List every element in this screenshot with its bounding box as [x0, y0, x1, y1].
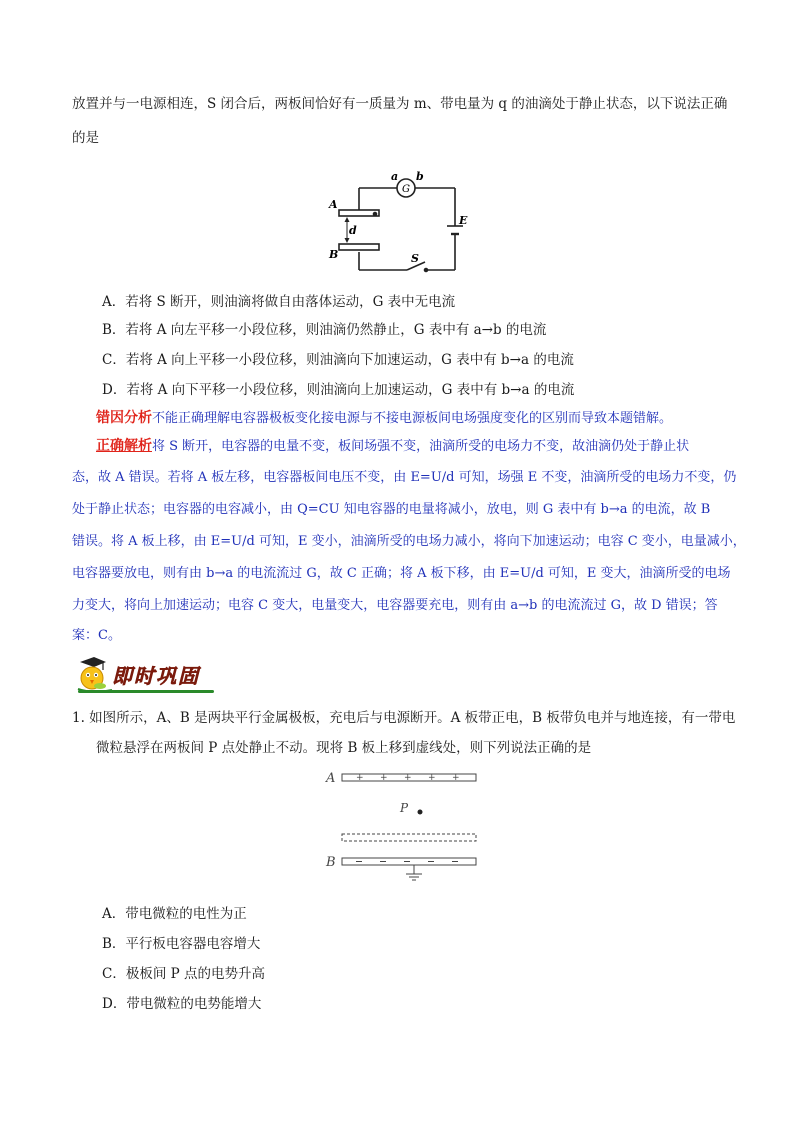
svg-text:+: +	[404, 773, 412, 783]
plate-b-label: B	[329, 248, 339, 261]
q1-option-a: A．若将 S 断开，则油滴将做自由落体运动，G 表中无电流	[102, 294, 456, 310]
correct-analysis-label: 正确解析	[96, 438, 152, 454]
graduate-bird-icon	[72, 656, 112, 694]
svg-text:+: +	[452, 773, 460, 783]
section-badge-underline	[78, 690, 214, 693]
svg-text:+: +	[356, 773, 364, 783]
terminal-b-label: b	[416, 170, 424, 183]
correct-analysis-line5: 电容器要放电，则有由 b→a 的电流流过 G，故 C 正确；将 A 板下移，由 E=U/d 可知，E 变大，油滴所受的电场	[72, 566, 731, 581]
question-text-line2: 的是	[72, 130, 99, 146]
q1-option-b: B．若将 A 向左平移一小段位移，则油滴仍然静止，G 表中有 a→b 的电流	[102, 322, 547, 338]
plate-a-label-2: A	[326, 771, 336, 786]
q2-option-c: C．极板间 P 点的电势升高	[102, 966, 265, 982]
q2-text-line1: 1. 如图所示，A、B 是两块平行金属极板，充电后与电源断开。A 板带正电，B 板带负电并与地连接，有一带电	[72, 710, 736, 726]
error-analysis-label: 错因分析	[96, 410, 152, 426]
svg-text:+: +	[380, 773, 388, 783]
q2-option-d: D．带电微粒的电势能增大	[102, 996, 262, 1012]
q1-option-c: C．若将 A 向上平移一小段位移，则油滴向下加速运动，G 表中有 b→a 的电流	[102, 352, 574, 368]
correct-analysis-line6: 力变大，将向上加速运动；电容 C 变大，电量变大，电容器要充电，则有由 a→b 的电流流过 G，故 D 错误；答	[72, 598, 718, 613]
correct-analysis-line2: 态，故 A 错误。若将 A 板左移，电容器板间电压不变，由 E=U/d 可知，场强 E 不变，油滴所受的电场力不变，仍	[72, 470, 737, 485]
q1-option-d: D．若将 A 向下平移一小段位移，则油滴向上加速运动，G 表中有 b→a 的电流	[102, 382, 575, 398]
svg-text:+: +	[428, 773, 436, 783]
parallel-plates-diagram	[318, 762, 488, 886]
terminal-a-label: a	[391, 170, 399, 183]
correct-analysis-line3: 处于静止状态；电容器的电容减小，由 Q=CU 知电容器的电量将减小，放电，则 G 表中有 b→a 的电流，故 B	[72, 502, 711, 517]
switch-s-label: S	[411, 252, 419, 265]
gap-d-label: d	[349, 224, 357, 237]
correct-analysis-line4: 错误。将 A 板上移，由 E=U/d 可知，E 变小，油滴所受的电场力减小，将向下加速运动；电容 C 变小，电量减小，	[72, 534, 746, 549]
question-text-line1: 放置并与一电源相连，S 闭合后，两板间恰好有一质量为 m、带电量为 q 的油滴处于静止状态，以下说法正确	[72, 96, 728, 112]
galvanometer-label: G	[402, 184, 410, 195]
error-analysis	[96, 408, 672, 429]
correct-analysis-line7: 案：C。	[72, 628, 121, 643]
plate-a-label: A	[329, 198, 338, 211]
circuit-diagram	[325, 168, 475, 276]
plate-b-label-2: B	[326, 855, 336, 870]
battery-e-label: E	[459, 214, 468, 227]
error-analysis-text: 不能正确理解电容器极板变化接电源与不接电源板间电场强度变化的区别而导致本题错解。	[152, 411, 673, 426]
q2-option-a: A．带电微粒的电性为正	[102, 906, 247, 922]
point-p-dot	[418, 810, 423, 815]
section-badge	[72, 656, 214, 694]
point-p-label: P	[400, 801, 409, 815]
q2-option-b: B．平行板电容器电容增大	[102, 936, 261, 952]
q2-text-line2: 微粒悬浮在两板间 P 点处静止不动。现将 B 板上移到虚线处，则下列说法正确的是	[96, 740, 592, 756]
correct-analysis-line1: 正确解析将 S 断开，电容器的电量不变，板间场强不变，油滴所受的电场力不变，故油滴仍处于静止状	[96, 438, 690, 454]
section-badge-label: 即时巩固	[112, 664, 200, 688]
